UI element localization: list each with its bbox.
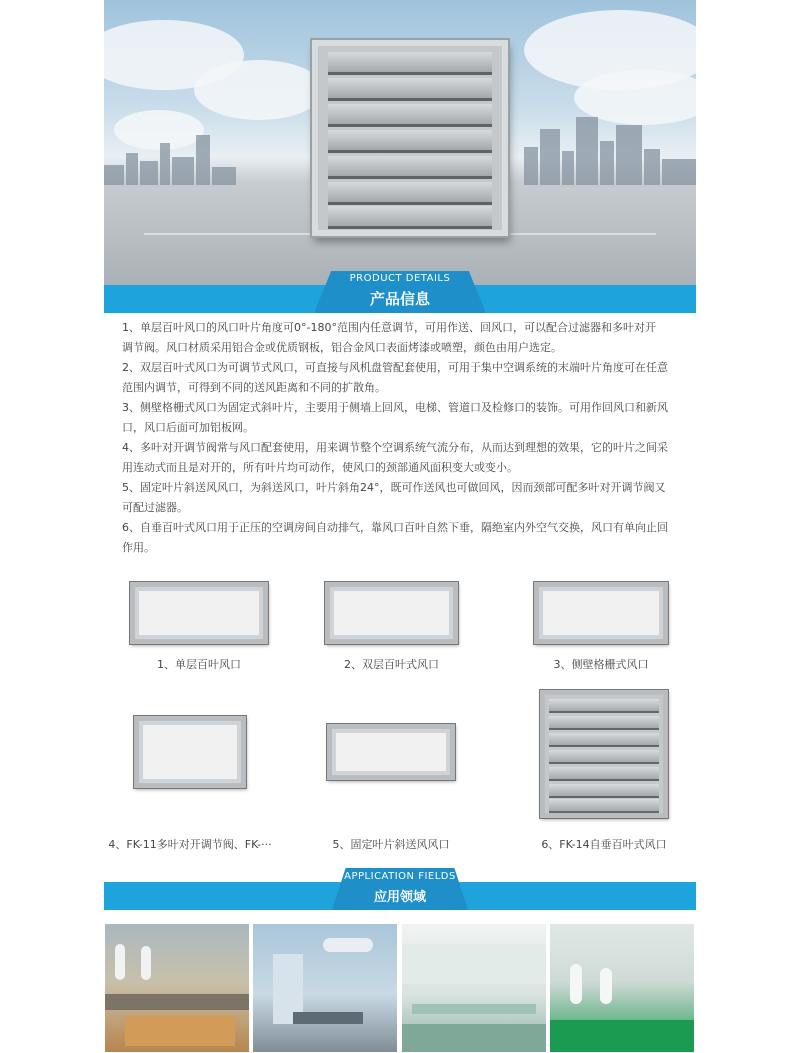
product-item-6 [540,690,668,851]
product-item-4 [108,716,272,851]
cleanroom-photo [550,924,694,1052]
multi-blade-damper-image [134,716,246,788]
double-louver-image [325,582,458,644]
laboratory-photo [402,924,546,1052]
product-item-1 [130,582,268,671]
section-title-zh: 产品信息 [369,290,430,308]
description-line: 2、双层百叶式风口为可调节式风口，可直接与风机盘管配套使用，可用于集中空调系统的末端叶片角度可在任意 [122,361,668,374]
application-fields-header [104,871,696,910]
description-line: 调节阀。风口材质采用铝合金或优质钢板，铝合金风口表面烤漆或喷塑，颜色由用户选定。 [122,341,562,354]
product-item-2 [325,582,458,671]
product-caption: 4、FK-11多叶对开调节阀、FK-··· [108,838,272,851]
description-line: 范围内调节，可得到不同的送风距离和不同的扩散角。 [122,381,386,394]
section-title-zh: 应用领域 [373,890,426,905]
description-line: 口，风口后面可加铝板网。 [122,421,254,434]
product-caption: 5、固定叶片斜送风风口 [332,838,450,851]
food-factory-photo [105,924,249,1052]
product-description [122,318,682,558]
product-caption: 3、侧壁格栅式风口 [553,658,649,671]
description-line: 6、自垂百叶式风口用于正压的空调房间自动排气，靠风口百叶自然下垂，隔绝室内外空气交换，风口有单向止回 [122,521,668,534]
description-line: 作用。 [122,541,155,554]
louver-product-image [312,40,508,236]
operating-room-photo [253,924,397,1052]
description-line: 4、多叶对开调节阀常与风口配套使用，用来调节整个空调系统气流分布，从而达到理想的效果，它的叶片之间采 [122,441,668,454]
product-details-header [104,273,696,313]
sidewall-grille-image [534,582,668,644]
hero-banner [104,0,696,285]
product-caption: 6、FK-14自垂百叶式风口 [541,838,667,851]
description-line: 3、侧壁格栅式风口为固定式斜叶片，主要用于侧墙上回风，电梯、管道口及检修口的装饰。可用作回风口和新风 [122,401,668,414]
product-caption: 2、双层百叶式风口 [344,658,439,671]
description-line: 5、固定叶片斜送风风口，为斜送风口，叶片斜角24°，既可作送风也可做回风，因而颈部可配多叶对开调节阀又 [122,481,666,494]
description-line: 1、单层百叶风口的风口叶片角度可0°-180°范围内任意调节，可用作送、回风口，可以配合过滤器和多叶对开 [122,321,656,334]
section-title-en: APPLICATION FIELDS [344,871,456,882]
single-louver-image [130,582,268,644]
section-title-en: PRODUCT DETAILS [349,273,451,284]
description-line: 可配过滤器。 [122,501,188,514]
gravity-louver-image [540,690,668,818]
product-item-5 [327,724,455,851]
product-caption: 1、单层百叶风口 [157,658,241,671]
product-item-3 [534,582,668,671]
fixed-blade-diffuser-image [327,724,455,780]
description-line: 用连动式而且是对开的，所有叶片均可动作，使风口的颈部通风面积变大或变小。 [122,461,518,474]
